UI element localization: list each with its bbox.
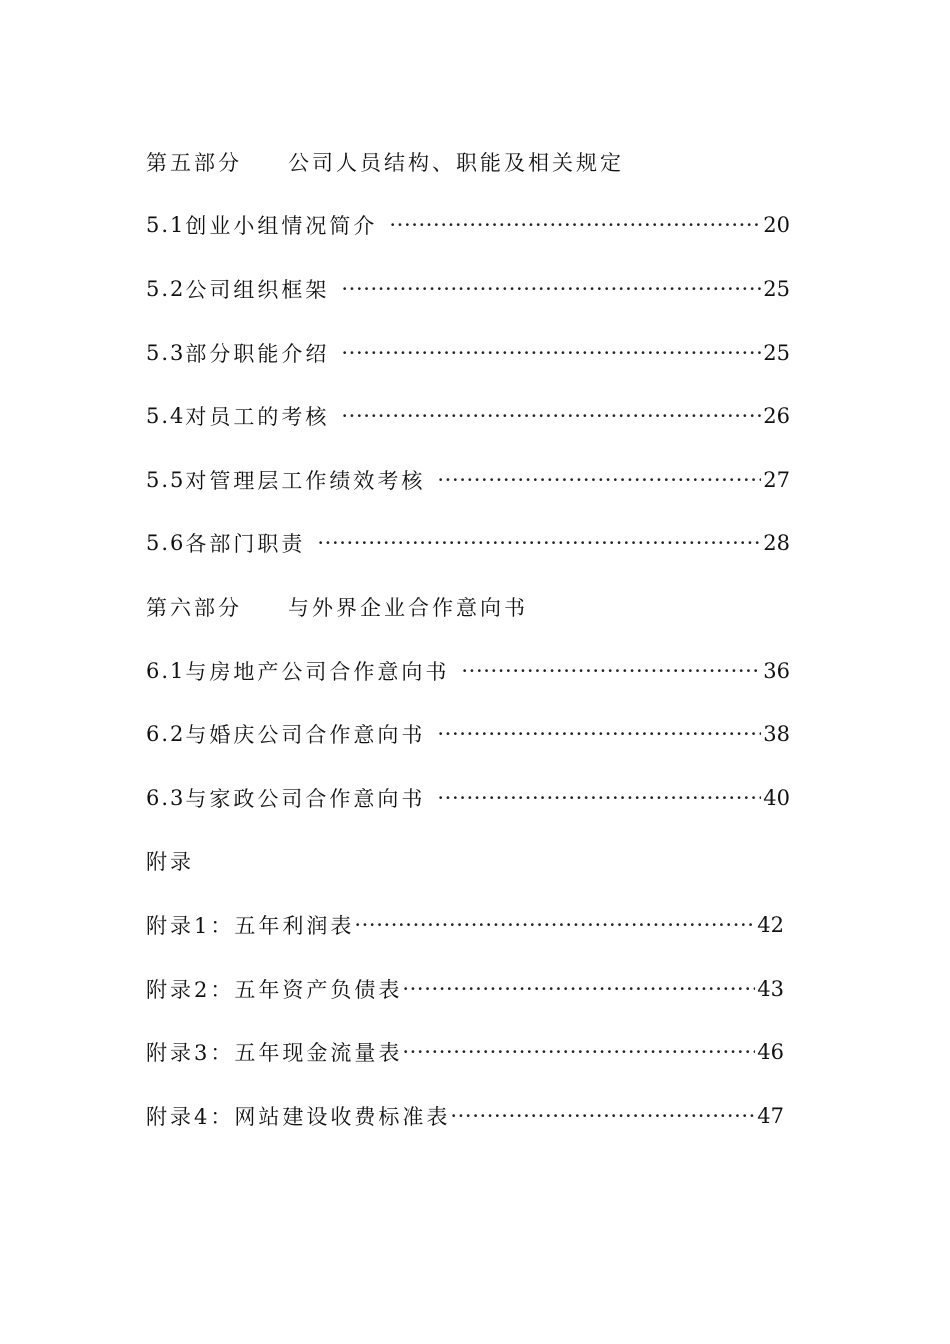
entry-number: 6.1 — [146, 658, 186, 683]
entry-page: 27 — [763, 467, 790, 492]
entry-title: 部分职能介绍 — [185, 341, 330, 366]
entry-page: 46 — [757, 1040, 784, 1065]
entry-title: 与婚庆公司合作意向书 — [185, 723, 426, 748]
dot-leader — [389, 213, 761, 237]
entry-title: 创业小组情况简介 — [185, 214, 378, 239]
entry-title: 与房地产公司合作意向书 — [185, 659, 450, 684]
entry-number: 5.4 — [146, 404, 186, 429]
toc-entry[interactable] — [146, 512, 790, 576]
entry-title: 对管理层工作绩效考核 — [185, 468, 426, 493]
entry-page: 38 — [763, 722, 790, 747]
dot-leader — [450, 1104, 755, 1128]
appendix-entry[interactable] — [146, 1020, 784, 1084]
entry-title: 公司组织框架 — [185, 277, 330, 302]
toc-entry[interactable] — [146, 639, 790, 703]
entry-title: 附录4：网站建设收费标准表 — [146, 1104, 451, 1129]
toc-entry[interactable] — [146, 384, 790, 448]
toc-entry[interactable] — [146, 257, 790, 321]
entry-title: 与家政公司合作意向书 — [185, 786, 426, 811]
dot-leader — [437, 722, 761, 746]
appendix-heading — [146, 830, 790, 894]
dot-leader — [437, 468, 761, 492]
entry-title: 附录2：五年资产负债表 — [146, 977, 403, 1002]
entry-number: 5.2 — [146, 276, 186, 301]
table-of-contents — [146, 130, 790, 1148]
entry-page: 40 — [763, 785, 790, 810]
entry-page: 20 — [763, 213, 790, 238]
part-title: 与外界企业合作意向书 — [288, 595, 528, 620]
entry-number: 5.5 — [146, 467, 186, 492]
entry-page: 25 — [763, 340, 790, 365]
entry-page: 28 — [763, 531, 790, 556]
entry-title: 各部门职责 — [185, 532, 306, 557]
appendix-entry[interactable] — [146, 893, 784, 957]
part-heading — [146, 575, 790, 639]
toc-entry[interactable] — [146, 766, 790, 830]
dot-leader — [341, 277, 761, 301]
appendix-label: 附录 — [146, 850, 194, 875]
dot-leader — [317, 531, 761, 555]
entry-page: 25 — [763, 276, 790, 301]
dot-leader — [402, 977, 755, 1001]
toc-entry[interactable] — [146, 194, 790, 258]
toc-entry[interactable] — [146, 448, 790, 512]
dot-leader — [354, 913, 755, 937]
entry-number: 6.3 — [146, 785, 186, 810]
appendix-entry[interactable] — [146, 957, 784, 1021]
part-label: 第五部分 — [146, 150, 242, 175]
entry-page: 36 — [763, 658, 790, 683]
entry-page: 43 — [757, 976, 784, 1001]
part-label: 第六部分 — [146, 595, 242, 620]
dot-leader — [437, 786, 761, 810]
dot-leader — [341, 404, 761, 428]
entry-number: 6.2 — [146, 722, 186, 747]
entry-title: 附录3：五年现金流量表 — [146, 1041, 403, 1066]
part-heading — [146, 130, 790, 194]
dot-leader — [402, 1040, 755, 1064]
dot-leader — [461, 659, 761, 683]
part-title: 公司人员结构、职能及相关规定 — [288, 150, 624, 175]
toc-entry[interactable] — [146, 702, 790, 766]
appendix-entry[interactable] — [146, 1084, 784, 1148]
entry-page: 42 — [757, 912, 784, 937]
entry-number: 5.1 — [146, 213, 186, 238]
entry-title: 对员工的考核 — [185, 405, 330, 430]
entry-number: 5.6 — [146, 531, 186, 556]
dot-leader — [341, 341, 761, 365]
toc-entry[interactable] — [146, 321, 790, 385]
entry-page: 47 — [757, 1103, 784, 1128]
entry-page: 26 — [763, 404, 790, 429]
entry-title: 附录1：五年利润表 — [146, 913, 355, 938]
entry-number: 5.3 — [146, 340, 186, 365]
